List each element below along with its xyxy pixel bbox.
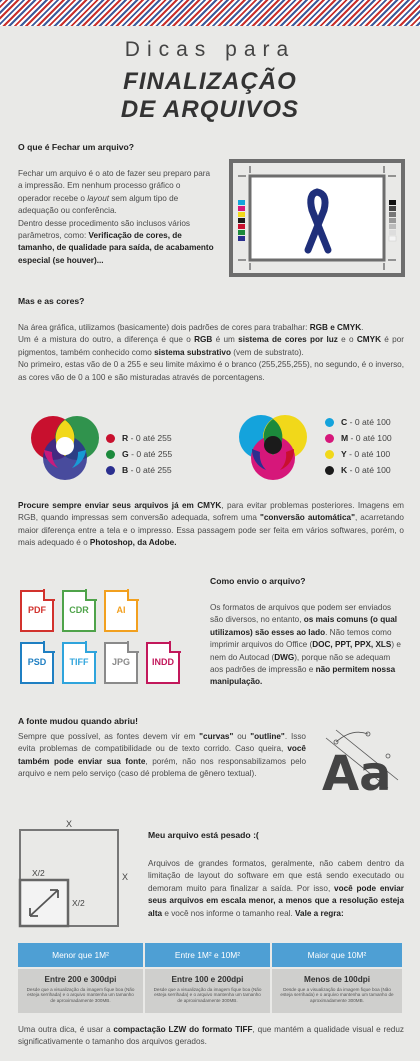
paragraph-pesado: Arquivos de grandes formatos, geralmente, não cabem dentro da limitação de layout do software em que está sendo executado ou demoram muito para finalizar a saída. Por isso, você pode enviar seus arquivos em escala menor, a menos que a resolução esteja alta e você nos informe o tamanho real. Vale a regra:	[148, 859, 404, 918]
pdf-file-icon: PDF	[20, 590, 54, 632]
cmyk-circles	[232, 408, 314, 490]
table-note-3: Desde que a visualização da imagem fique boa (Não esteja serrihada) e o arquivo mantenha um tamanho de aproximadamente 300MB.	[280, 987, 394, 1003]
tiff-file-icon: TIFF	[62, 642, 96, 684]
red-dot-icon	[106, 434, 115, 443]
legend-m: M - 0 até 100	[325, 430, 392, 446]
heading-cores: Mas e as cores?	[18, 296, 85, 306]
legend-r: R - 0 até 255	[106, 430, 172, 446]
legend-k: K - 0 até 100	[325, 462, 392, 478]
heading-fonte: A fonte mudou quando abriu!	[18, 716, 138, 726]
font-glyph: Aa	[322, 746, 392, 796]
table-res-3: Menos de 100dpi	[304, 975, 370, 984]
legend-c: C - 0 até 100	[325, 414, 392, 430]
paragraph-cores: Na área gráfica, utilizamos (basicamente) dois padrões de cores para trabalhar: RGB e CMYK. Um é a mistura do outro, a diferença é que o RGB é um sistema de cores por luz e o CMYK é por pigmentos, também conhecido como sistema substrativo (vem de substrato). No primeiro, estas vão de 0 a 255 e seu limite máximo é o branco (255,255,255), no segundo, é o inverso, as cores vão de 0 a 100 e são misturadas através de porcentagens.	[18, 323, 405, 382]
title-line-3: DE ARQUIVOS	[120, 96, 300, 123]
table-head-3: Maior que 10M²	[272, 943, 402, 967]
table-head-1: Menor que 1M²	[18, 943, 143, 967]
cyan-dot-icon	[325, 418, 334, 427]
cdr-file-icon: CDR	[62, 590, 96, 632]
table-head-2: Entre 1M² e 10M²	[145, 943, 270, 967]
table-res-1: Entre 200 e 300dpi	[44, 975, 117, 984]
heading-fechar-arquivo: O que é Fechar um arquivo?	[18, 142, 135, 152]
table-note-1: Desde que a visualização da imagem fique boa (Não esteja serrihada) e o arquivo mantenha um tamanho de aproximadamente 300MB.	[26, 987, 135, 1003]
table-cell-3	[272, 969, 402, 1013]
heading-arquivo-pesado: Meu arquivo está pesado :(	[148, 830, 259, 840]
label-x-top: X	[66, 819, 73, 829]
title-line-1: Dicas para	[124, 38, 296, 61]
rgb-circles	[26, 410, 104, 488]
legend-b: B - 0 até 255	[106, 462, 172, 478]
title-line-2: FINALIZAÇÃO	[123, 68, 297, 95]
label-half-bottom: X/2	[72, 898, 85, 908]
cmyk-legend	[325, 414, 392, 478]
label-x-right: X	[122, 872, 129, 882]
table-cell-1	[18, 969, 143, 1013]
paragraph-footer-tip: Uma outra dica, é usar a compactação LZW do formato TIFF, que mantém a qualidade visual e reduz significativamente o tamanho dos arquivos gerados.	[18, 1025, 404, 1047]
paragraph-cmyk-tip: Procure sempre enviar seus arquivos já em CMYK, para evitar problemas posteriores. Imagens em RGB, quando impressas sem conversão adequada, sofrem uma "conversão automática", acarretando maior diferença entre a tela e o impresso. Essa passagem pode ser feita em vários softwares, porém, o mais adequado é o Photoshop, da Adobe.	[18, 501, 404, 548]
color-bar-left	[238, 200, 245, 241]
legend-g: G - 0 até 255	[106, 446, 172, 462]
table-res-2: Entre 100 e 200dpi	[171, 975, 244, 984]
green-dot-icon	[106, 450, 115, 459]
psd-file-icon: PSD	[20, 642, 54, 684]
indd-file-icon: INDD	[146, 642, 180, 684]
jpg-file-icon: JPG	[104, 642, 138, 684]
print-sheet-illustration	[228, 158, 406, 278]
magenta-dot-icon	[325, 434, 334, 443]
paragraph-fonte: Sempre que possível, as fontes devem vir em "curvas" ou "outline". Isso evita problemas de compatibilidade ou de texto corrido. Caso queira, você também pode enviar sua fonte, porém, não nos responsabilizamos pelo arquivo e nem pelo serviço (caso dé problema de gênero textual).	[18, 732, 306, 779]
gray-bar-right	[389, 200, 396, 241]
table-cell-2	[145, 969, 270, 1013]
table-note-2: Desde que a visualização da imagem fique boa (Não esteja serrihada) e o arquivo mantenha um tamanho de aproximadamente 300MB.	[153, 987, 262, 1003]
paragraph-fechar: Fechar um arquivo é o ato de fazer seu preparo para a impressão. Em nenhum processo gráfico o operador recebe o layout sem algum tipo de adequação ou conferência. Dentro desse procedimento são inclusos vários parâmetros, como: Verificação de cores, de tamanho, de qualidade para saída, de acabamento especial (se houver)...	[18, 169, 214, 265]
yellow-dot-icon	[325, 450, 334, 459]
scale-diagram	[14, 818, 134, 934]
black-dot-icon	[325, 466, 334, 475]
paragraph-formatos: Os formatos de arquivos que podem ser enviados são diversos, no entanto, os mais comuns (o qual utilizamos) são esses ao lado. Não temos como imprimir arquivos do Office (DOC, PPT, PPX, XLS) e nem do Autocad (DWG), porque não se adequam aos padrões de impressão e não permitem nossa manipulação.	[210, 603, 401, 687]
ai-file-icon: AI	[104, 590, 138, 632]
blue-dot-icon	[106, 466, 115, 475]
heading-como-envio: Como envio o arquivo?	[210, 576, 306, 586]
font-outline-icon	[318, 726, 408, 796]
label-half-left: X/2	[32, 868, 45, 878]
legend-y: Y - 0 até 100	[325, 446, 392, 462]
rgb-legend	[106, 430, 172, 478]
top-stripe	[0, 0, 420, 26]
